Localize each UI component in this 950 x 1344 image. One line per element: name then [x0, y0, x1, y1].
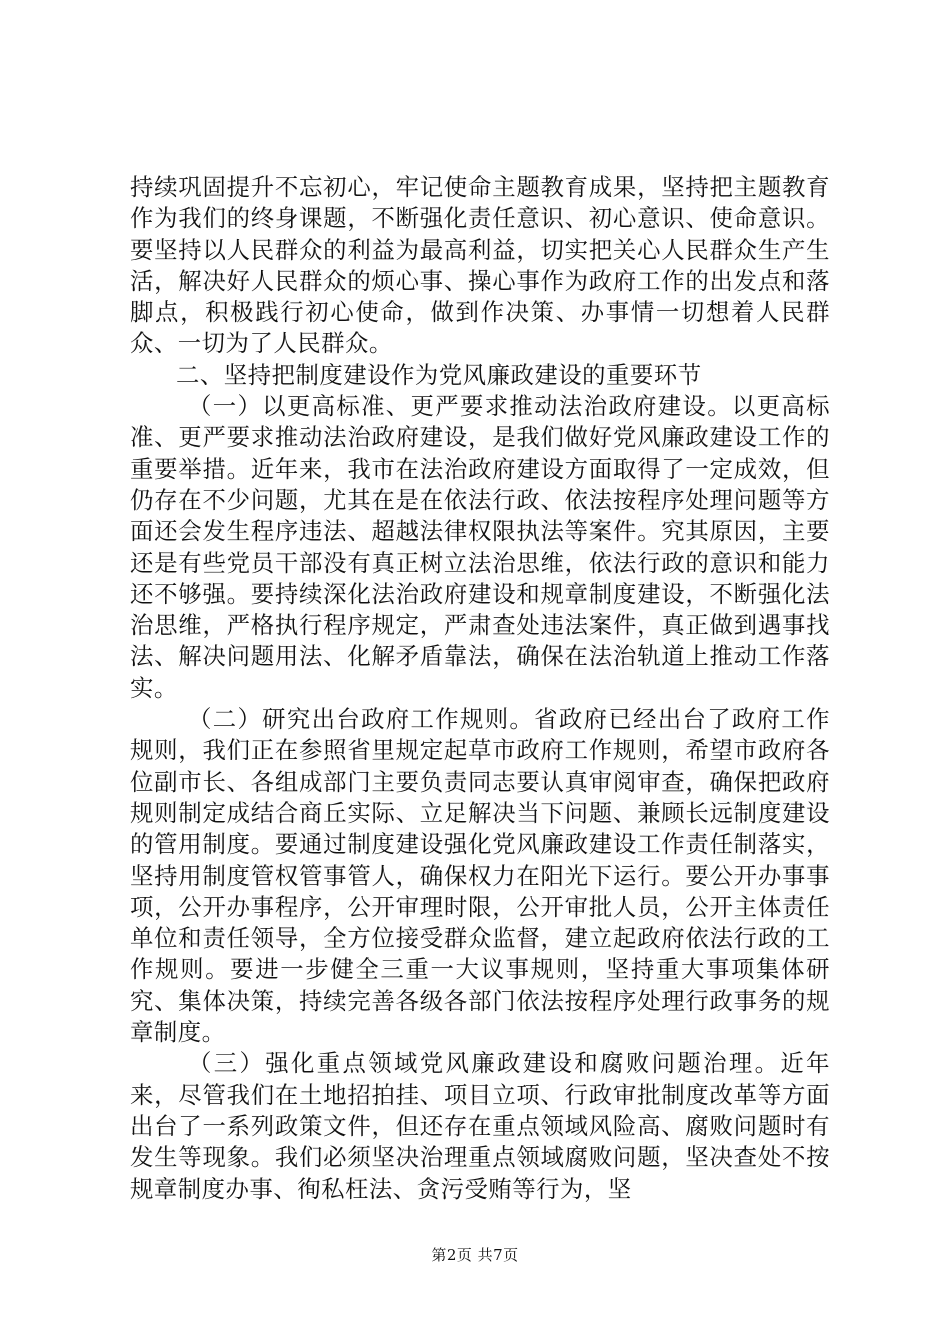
- page-number-label: 第2页 共7页: [431, 1246, 519, 1264]
- page-footer: [0, 1244, 950, 1265]
- paragraph-item-3: （三）强化重点领域党风廉政建设和腐败问题治理。近年来，尽管我们在土地招拍挂、项目立项、行政审批制度改革等方面出台了一系列政策文件，但还存在重点领域风险高、腐败问题时有发生等现象。我们必须坚决治理重点领域腐败问题，坚决查处不按规章制度办事、徇私枉法、贪污受贿等行为，坚: [130, 1049, 830, 1203]
- paragraph-item-1: （一）以更高标准、更严要求推动法治政府建设。以更高标准、更严要求推动法治政府建设，是我们做好党风廉政建设工作的重要举措。近年来，我市在法治政府建设方面取得了一定成效，但仍存在不少问题，尤其在是在依法行政、依法按程序处理问题等方面还会发生程序违法、超越法律权限执法等案件。究其原因，主要还是有些党员干部没有真正树立法治思维，依法行政的意识和能力还不够强。要持续深化法治政府建设和规章制度建设，不断强化法治思维，严格执行程序规定，严肃查处违法案件，真正做到遇事找法、解决问题用法、化解矛盾靠法，确保在法治轨道上推动工作落实。: [130, 392, 830, 702]
- section-heading: 二、坚持把制度建设作为党风廉政建设的重要环节: [176, 360, 702, 389]
- paragraph-continuation: 持续巩固提升不忘初心，牢记使命主题教育成果，坚持把主题教育作为我们的终身课题，不断强化责任意识、初心意识、使命意识。要坚持以人民群众的利益为最高利益，切实把关心人民群众生产生活，解决好人民群众的烦心事、操心事作为政府工作的出发点和落脚点，积极践行初心使命，做到作决策、办事情一切想着人民群众、一切为了人民群众。: [130, 173, 830, 358]
- paragraph-item-2: （二）研究出台政府工作规则。省政府已经出台了政府工作规则，我们正在参照省里规定起草市政府工作规则，希望市政府各位副市长、各组成部门主要负责同志要认真审阅审查，确保把政府规则制定成结合商丘实际、立足解决当下问题、兼顾长远制度建设的管用制度。要通过制度建设强化党风廉政建设工作责任制落实，坚持用制度管权管事管人，确保权力在阳光下运行。要公开办事事项，公开办事程序，公开审理时限，公开审批人员，公开主体责任单位和责任领导，全方位接受群众监督，建立起政府依法行政的工作规则。要进一步健全三重一大议事规则，坚持重大事项集体研究、集体决策，持续完善各级各部门依法按程序处理行政事务的规章制度。: [130, 705, 830, 1047]
- document-body: [130, 172, 830, 1205]
